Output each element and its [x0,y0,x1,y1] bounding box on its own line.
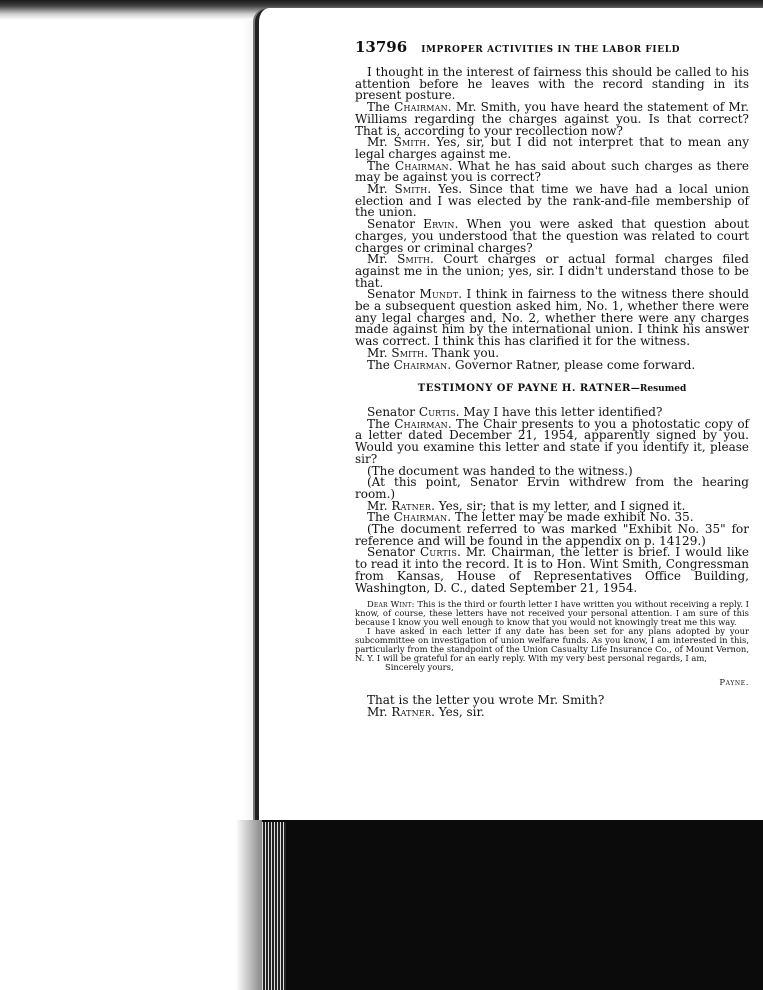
section-heading-suffix: —Resumed [630,384,687,395]
letter-closing: Sincerely yours, [385,662,454,673]
letter-salutation: Dear Wint: [367,599,415,610]
paragraph: Mr. Ratner. Yes, sir; that is my letter, and I signed it. [367,498,686,513]
scan-bottom-margin [0,820,262,990]
quoted-letter [355,600,749,687]
paragraph: The Chairman. Governor Ratner, please come forward. [367,357,696,372]
speaker-name: Smith [393,135,427,150]
speaker-name: Chairman [395,158,449,173]
paragraph: The Chairman. What he has said about such charges as there may be against you is correct? [355,158,749,185]
paragraph: That is the letter you wrote Mr. Smith? [367,693,605,708]
running-title: IMPROPER ACTIVITIES IN THE LABOR FIELD [421,45,681,55]
page-number: 13796 [355,38,408,56]
scan-binding-edge [262,822,286,990]
paragraph: Senator Curtis. May I have this letter identified? [367,404,663,419]
stage-direction: (The document referred to was marked "Exhibit No. 35" for reference and will be found in the appendix on p. 14129.) [355,522,749,548]
running-header [355,38,749,58]
section-heading: TESTIMONY OF PAYNE H. RATNER—Resumed [417,383,687,395]
letter-signature: Payne. [719,677,749,688]
speaker-name: Smith [391,345,425,360]
letter-paragraph: I have asked in each letter if any date has been set for any plans adopted by your subcommittee on investigation of union welfare funds. As you know, I am interested in this, particularly from the standpoint of the Union Casualty Life Insurance Co., of Mount Vernon, N. Y. I will be grateful for an early reply. With my very best personal regards, I am, [355,626,749,664]
paragraph: Mr. Smith. Thank you. [367,345,500,360]
paragraph: I thought in the interest of fairness this should be called to his attention before he leaves with the record standing in its present posture. [355,65,749,103]
paragraph: Mr. Smith. Yes, sir, but I did not interpret that to mean any legal charges against me. [355,135,749,161]
paragraph: Mr. Ratner. Yes, sir. [367,704,485,719]
scan-margin [0,0,275,830]
paragraph: Senator Ervin. When you were asked that question about charges, you understood that the question was related to court charges or criminal charges? [355,217,750,255]
paragraph: Mr. Smith. Court charges or actual formal charges filed against me in the union; yes, sir. I didn't understand those to be that. [355,252,749,290]
speaker-name: Ratner [391,704,432,719]
paragraph: The Chairman. The letter may be made exhibit No. 35. [367,510,694,525]
speaker-name: Chairman [393,357,448,372]
speaker-name: Curtis [418,404,456,419]
speaker-name: Chairman [393,510,448,525]
speaker-name: Ratner [391,498,432,513]
speaker-name: Mundt [419,287,459,302]
speaker-name: Curtis [420,545,457,560]
paragraph: Senator Mundt. I think in fairness to the witness there should be a subsequent question asked him, No. 1, whether there were any legal charges and, No. 2, whether there were any charges made against him by the international union. I think his answer was correct. I think this has clarified it for the witness. [355,287,749,349]
speaker-name: Chairman [394,416,448,431]
speaker-name: Smith [394,182,428,197]
paragraph: Mr. Smith. Yes. Since that time we have had a local union election and I was elected by the rank-and-file membership of the union. [355,182,749,220]
paragraph: The Chairman. Mr. Smith, you have heard the statement of Mr. Williams regarding the charges against you. Is that correct? That is, according to your recollection now? [355,100,749,138]
speaker-name: Smith [397,252,430,267]
document-page [355,38,750,719]
paragraph: Senator Curtis. Mr. Chairman, the letter is brief. I would like to read it into the record. It is to Hon. Wint Smith, Congressman from Kansas, House of Representatives Office Building, Washington, D. C., dated September 21, 1954. [355,545,749,595]
stage-direction: (The document was handed to the witness.) [367,463,633,478]
letter-paragraph: Dear Wint: This is the third or fourth letter I have written you without receiving a reply. I know, of course, these letters have not received your personal attention. I am sure of this because I know you well enough to know that you would not knowingly treat me this way. [355,599,749,628]
speaker-name: Chairman [394,100,448,115]
stage-direction: (At this point, Senator Ervin withdrew from the hearing room.) [355,475,749,501]
paragraph: The Chairman. The Chair presents to you a photostatic copy of a letter dated December 21, 1954, apparently signed by you. Would you examine this letter and state if you identify it, please sir? [355,416,749,466]
speaker-name: Ervin [423,217,455,232]
